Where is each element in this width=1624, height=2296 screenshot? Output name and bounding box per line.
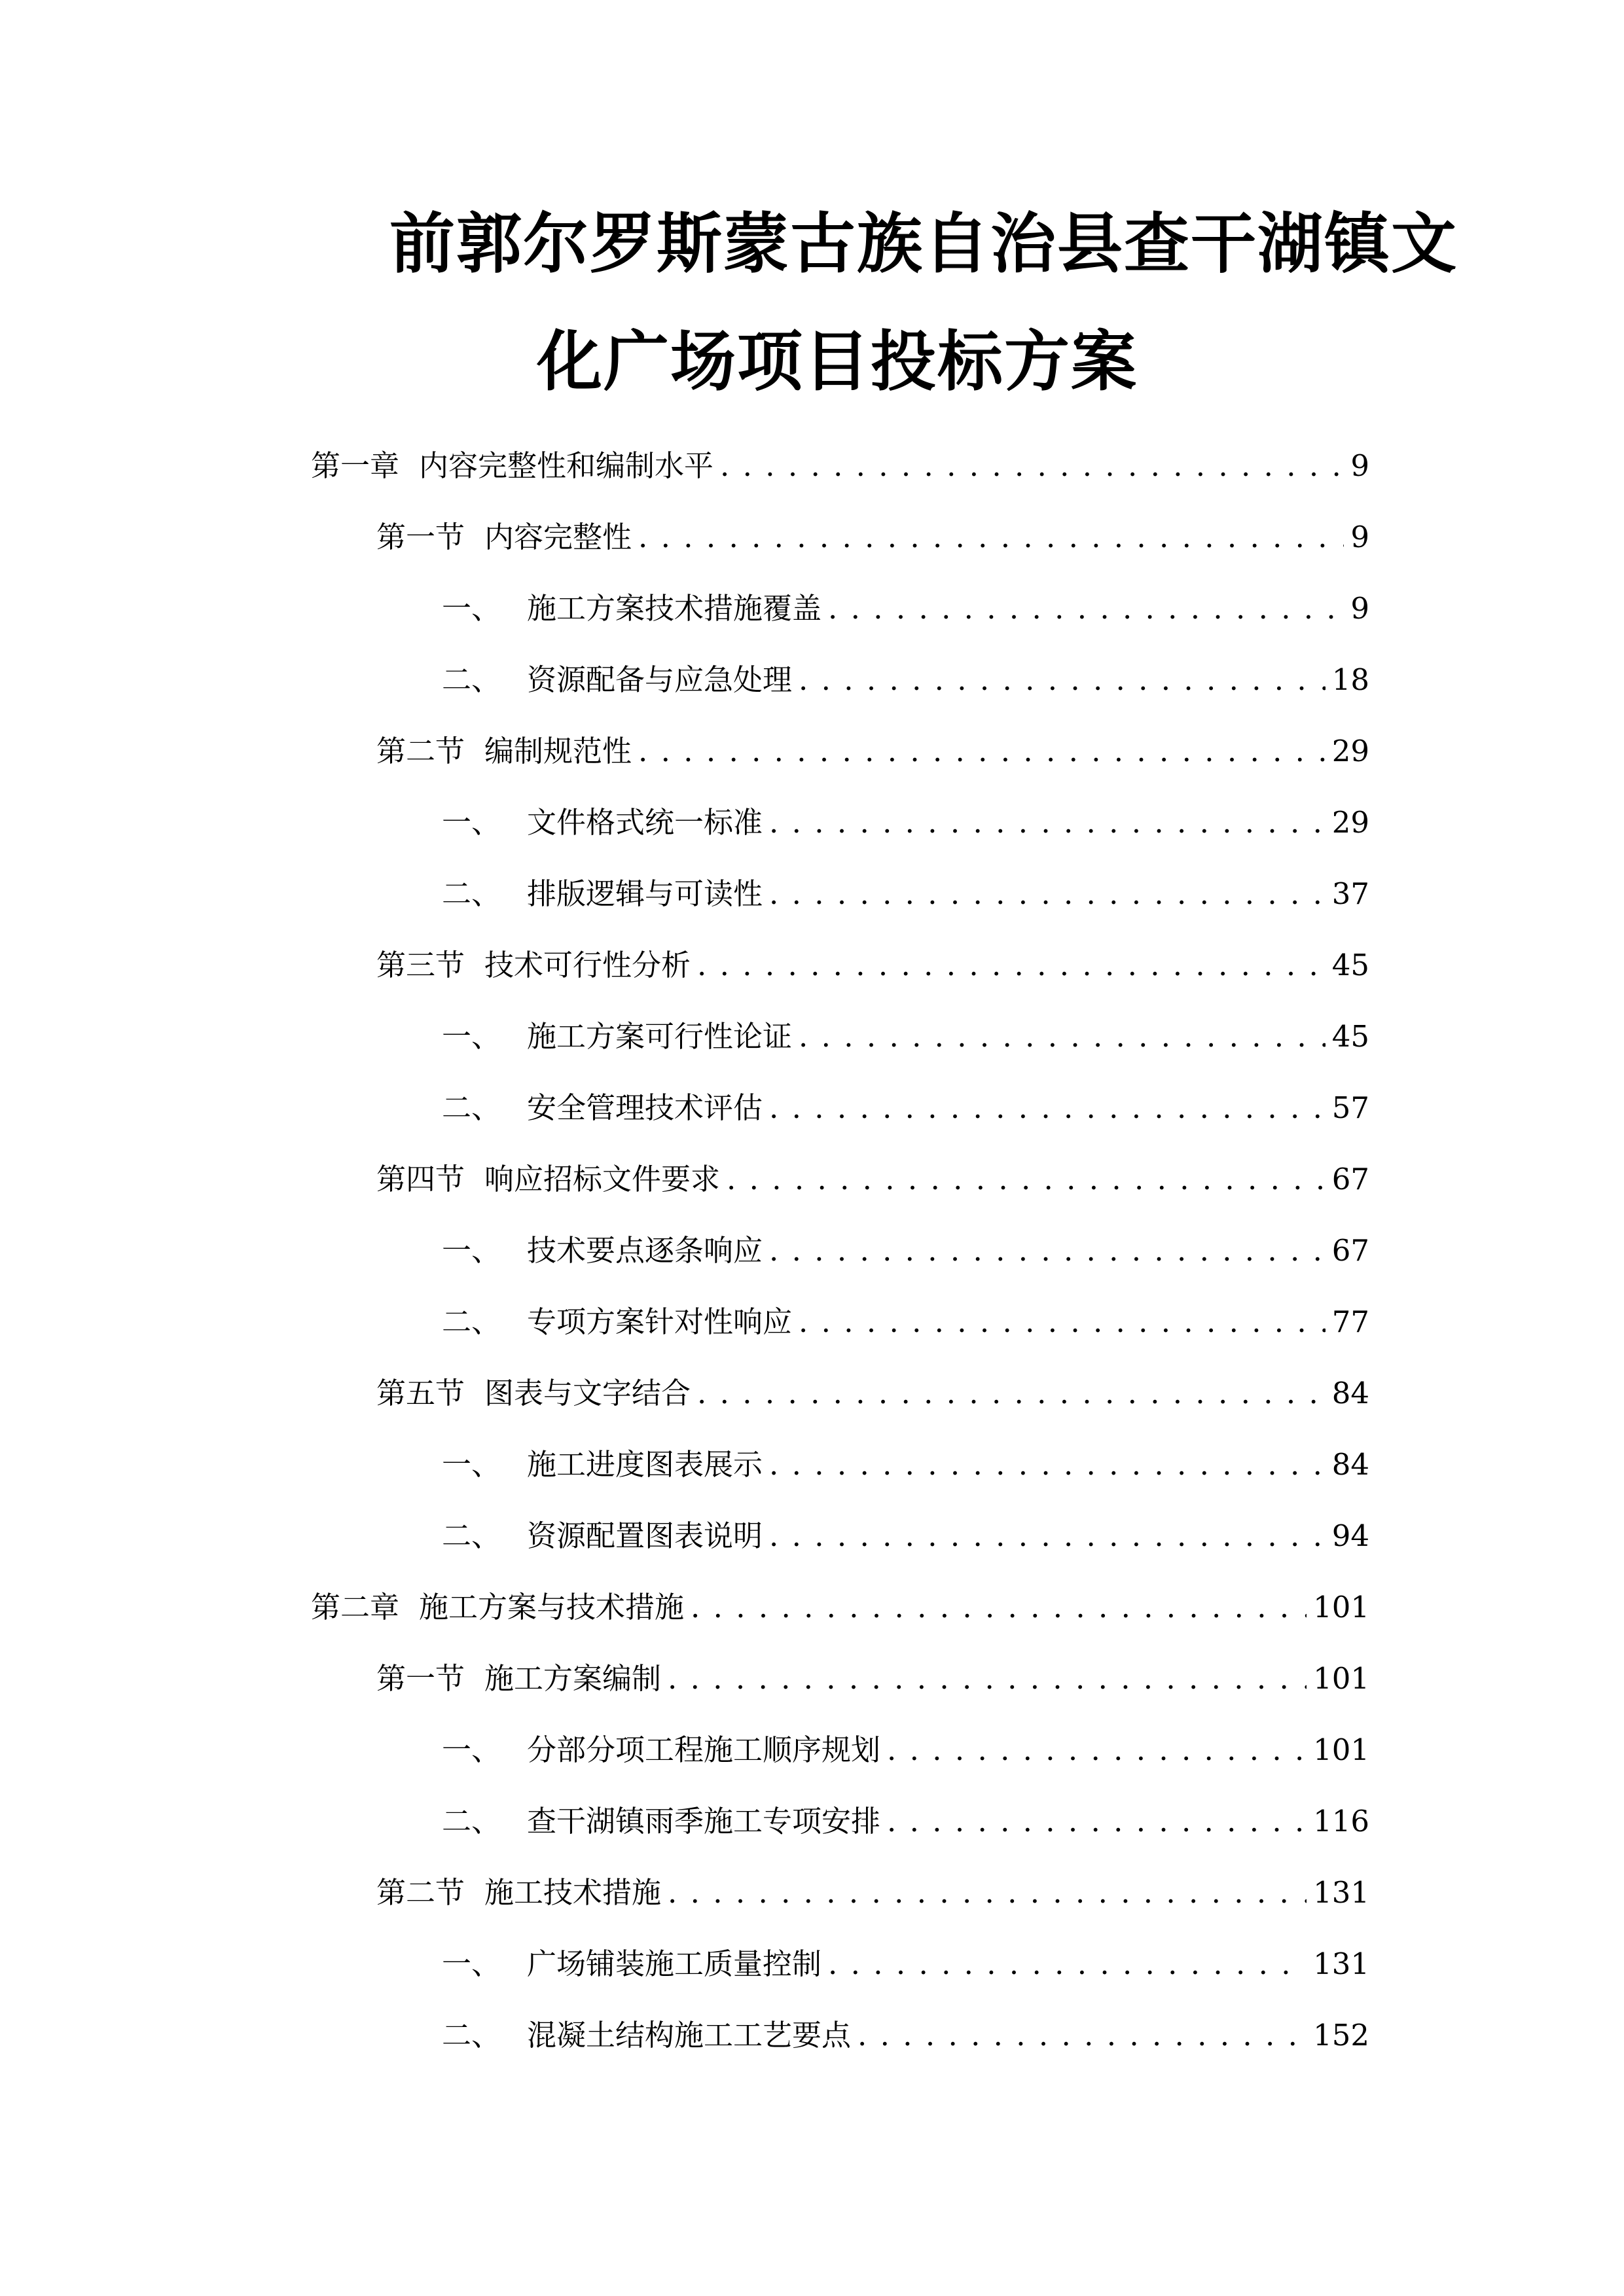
toc-dot-leader xyxy=(727,1160,1326,1199)
document-title-line-2: 化广场项目投标方案 xyxy=(537,323,1138,400)
toc-dot-leader xyxy=(769,1445,1326,1484)
toc-entry-section[interactable] xyxy=(376,1374,1369,1413)
toc-entry-text: 广场铺装施工质量控制 xyxy=(527,1946,822,1981)
toc-entry-subsection[interactable] xyxy=(442,874,1369,914)
toc-entry-section[interactable] xyxy=(376,1160,1369,1199)
toc-dot-leader xyxy=(828,589,1344,628)
toc-entry-subsection[interactable] xyxy=(442,803,1369,842)
toc-dot-leader xyxy=(769,874,1326,914)
toc-entry-subsection[interactable] xyxy=(442,589,1369,628)
toc-entry-page: 45 xyxy=(1331,1019,1369,1054)
toc-entry-section[interactable] xyxy=(376,1659,1369,1698)
toc-entry-section[interactable] xyxy=(376,946,1369,985)
toc-dot-leader xyxy=(799,1017,1326,1056)
toc-entry-prefix: 一、 xyxy=(442,1447,501,1482)
toc-entry-subsection[interactable] xyxy=(442,1445,1369,1484)
toc-entry-section[interactable] xyxy=(376,732,1369,771)
toc-entry-prefix: 一、 xyxy=(442,591,501,626)
toc-entry-prefix: 第一节 xyxy=(376,520,465,554)
toc-entry-page: 9 xyxy=(1350,448,1369,483)
toc-entry-page: 152 xyxy=(1313,2018,1369,2053)
toc-entry-prefix: 二、 xyxy=(442,1518,501,1553)
toc-entry-prefix: 二、 xyxy=(442,2018,501,2053)
toc-entry-prefix: 二、 xyxy=(442,876,501,911)
toc-entry-text: 分部分项工程施工顺序规划 xyxy=(527,1732,881,1767)
toc-entry-subsection[interactable] xyxy=(442,1302,1369,1342)
toc-dot-leader xyxy=(799,660,1326,700)
toc-entry-prefix: 第二节 xyxy=(376,1875,465,1910)
toc-entry-page: 101 xyxy=(1313,1661,1369,1696)
toc-entry-page: 18 xyxy=(1331,662,1369,697)
toc-entry-subsection[interactable] xyxy=(442,1945,1369,1984)
toc-entry-section[interactable] xyxy=(376,1873,1369,1912)
toc-entry-subsection[interactable] xyxy=(442,1088,1369,1128)
toc-dot-leader xyxy=(668,1659,1307,1698)
toc-entry-prefix: 二、 xyxy=(442,1090,501,1125)
toc-entry-text: 施工技术措施 xyxy=(484,1875,662,1910)
toc-entry-text: 文件格式统一标准 xyxy=(527,805,763,840)
toc-entry-text: 施工方案技术措施覆盖 xyxy=(527,591,822,626)
toc-entry-prefix: 一、 xyxy=(442,1019,501,1054)
toc-dot-leader xyxy=(828,1945,1307,1984)
toc-entry-prefix: 第二章 xyxy=(311,1590,400,1624)
toc-dot-leader xyxy=(697,1374,1326,1413)
toc-entry-page: 45 xyxy=(1331,948,1369,982)
toc-entry-text: 查干湖镇雨季施工专项安排 xyxy=(527,1804,881,1839)
toc-entry-chapter[interactable] xyxy=(311,1588,1369,1627)
toc-entry-section[interactable] xyxy=(376,518,1369,557)
toc-entry-page: 84 xyxy=(1331,1447,1369,1482)
toc-entry-page: 37 xyxy=(1331,876,1369,911)
toc-entry-text: 编制规范性 xyxy=(484,734,632,768)
toc-entry-subsection[interactable] xyxy=(442,1017,1369,1056)
toc-entry-page: 9 xyxy=(1350,520,1369,554)
toc-entry-text: 内容完整性和编制水平 xyxy=(419,448,714,483)
toc-entry-subsection[interactable] xyxy=(442,2016,1369,2055)
toc-entry-page: 29 xyxy=(1331,734,1369,768)
toc-entry-text: 内容完整性 xyxy=(484,520,632,554)
toc-entry-page: 94 xyxy=(1331,1518,1369,1553)
toc-dot-leader xyxy=(769,803,1326,842)
toc-entry-page: 67 xyxy=(1331,1233,1369,1268)
toc-entry-text: 施工进度图表展示 xyxy=(527,1447,763,1482)
toc-dot-leader xyxy=(697,946,1326,985)
toc-entry-text: 资源配置图表说明 xyxy=(527,1518,763,1553)
toc-entry-page: 101 xyxy=(1313,1732,1369,1767)
document-title-line-1: 前郭尔罗斯蒙古族自治县查干湖镇文 xyxy=(389,206,1458,282)
toc-entry-text: 技术要点逐条响应 xyxy=(527,1233,763,1268)
toc-dot-leader xyxy=(638,518,1344,557)
toc-entry-page: 77 xyxy=(1331,1304,1369,1339)
toc-entry-prefix: 一、 xyxy=(442,805,501,840)
toc-dot-leader xyxy=(769,1088,1326,1128)
toc-entry-text: 响应招标文件要求 xyxy=(484,1162,721,1196)
toc-entry-page: 131 xyxy=(1313,1946,1369,1981)
toc-entry-subsection[interactable] xyxy=(442,1731,1369,1770)
toc-entry-text: 安全管理技术评估 xyxy=(527,1090,763,1125)
toc-dot-leader xyxy=(887,1802,1307,1841)
toc-entry-text: 施工方案编制 xyxy=(484,1661,662,1696)
toc-entry-text: 技术可行性分析 xyxy=(484,948,691,982)
toc-dot-leader xyxy=(691,1588,1307,1627)
toc-entry-prefix: 第一章 xyxy=(311,448,400,483)
toc-entry-page: 131 xyxy=(1313,1875,1369,1910)
toc-dot-leader xyxy=(857,2016,1307,2055)
toc-entry-page: 9 xyxy=(1350,591,1369,626)
toc-entry-page: 67 xyxy=(1331,1162,1369,1196)
toc-dot-leader xyxy=(668,1873,1307,1912)
toc-entry-prefix: 第五节 xyxy=(376,1376,465,1410)
toc-entry-prefix: 第四节 xyxy=(376,1162,465,1196)
toc-entry-page: 101 xyxy=(1313,1590,1369,1624)
toc-entry-text: 混凝土结构施工工艺要点 xyxy=(527,2018,852,2053)
toc-entry-subsection[interactable] xyxy=(442,1516,1369,1556)
toc-entry-page: 116 xyxy=(1313,1804,1369,1839)
toc-entry-text: 排版逻辑与可读性 xyxy=(527,876,763,911)
toc-dot-leader xyxy=(638,732,1326,771)
toc-entry-subsection[interactable] xyxy=(442,660,1369,700)
toc-entry-page: 57 xyxy=(1331,1090,1369,1125)
toc-dot-leader xyxy=(769,1231,1326,1270)
toc-entry-prefix: 第二节 xyxy=(376,734,465,768)
toc-entry-page: 29 xyxy=(1331,805,1369,840)
toc-entry-text: 图表与文字结合 xyxy=(484,1376,691,1410)
toc-dot-leader xyxy=(720,446,1344,486)
toc-entry-text: 施工方案可行性论证 xyxy=(527,1019,793,1054)
toc-entry-subsection[interactable] xyxy=(442,1802,1369,1841)
toc-entry-chapter[interactable] xyxy=(311,446,1369,486)
toc-dot-leader xyxy=(799,1302,1326,1342)
toc-entry-prefix: 第一节 xyxy=(376,1661,465,1696)
toc-entry-text: 资源配备与应急处理 xyxy=(527,662,793,697)
toc-dot-leader xyxy=(769,1516,1326,1556)
toc-entry-text: 施工方案与技术措施 xyxy=(419,1590,685,1624)
toc-entry-prefix: 二、 xyxy=(442,662,501,697)
toc-entry-prefix: 第三节 xyxy=(376,948,465,982)
toc-entry-subsection[interactable] xyxy=(442,1231,1369,1270)
toc-entry-page: 84 xyxy=(1331,1376,1369,1410)
toc-entry-prefix: 二、 xyxy=(442,1804,501,1839)
toc-entry-text: 专项方案针对性响应 xyxy=(527,1304,793,1339)
toc-entry-prefix: 一、 xyxy=(442,1233,501,1268)
toc-dot-leader xyxy=(887,1731,1307,1770)
toc-entry-prefix: 一、 xyxy=(442,1946,501,1981)
toc-entry-prefix: 一、 xyxy=(442,1732,501,1767)
toc-entry-prefix: 二、 xyxy=(442,1304,501,1339)
